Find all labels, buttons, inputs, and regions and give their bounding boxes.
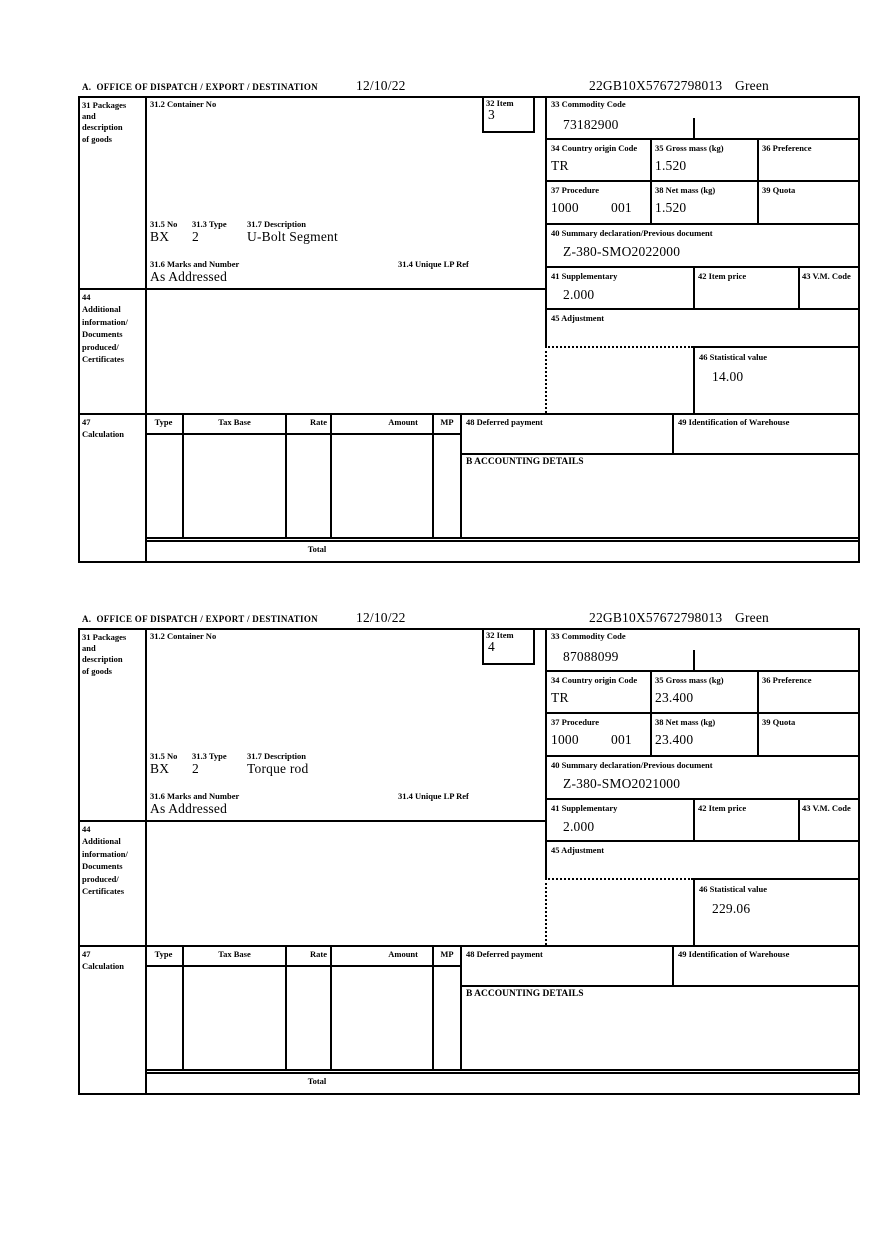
marks-number-label: 31.6 Marks and Number [150, 259, 240, 269]
procedure-label: 37 Procedure [551, 185, 600, 195]
additional-info-label-line: 44 [82, 824, 91, 834]
calc-col-taxbase-header: Tax Base [218, 417, 251, 427]
marks-number-label: 31.6 Marks and Number [150, 791, 240, 801]
calculation-label-line: Calculation [82, 961, 125, 972]
statistical-value: 14.00 [712, 369, 744, 384]
net-mass-value: 1.520 [655, 200, 687, 215]
commodity-code-label: 33 Commodity Code [551, 99, 626, 109]
packages-label-line: of goods [82, 665, 112, 676]
left-column-divider [145, 96, 147, 563]
calc-col-rate-header: Rate [310, 949, 327, 959]
packages-label-line: 31 Packages [82, 100, 127, 110]
procedure-value: 1000 [551, 732, 579, 747]
commodity-code-label: 33 Commodity Code [551, 631, 626, 641]
packages-label-line: of goods [82, 133, 112, 144]
routing-status: Green [735, 610, 769, 625]
deferred-payment-bottom-line [460, 453, 860, 455]
additional-info-label-line: produced/ [82, 341, 119, 352]
supplementary-label: 41 Supplementary [551, 803, 618, 813]
additional-info-label-line: information/ [82, 848, 128, 859]
packages-description-label [82, 100, 126, 145]
package-no-label: 31.5 No [150, 219, 178, 229]
packages-label-line: and [82, 111, 96, 122]
preference-label: 36 Preference [762, 675, 812, 685]
country-origin-label: 34 Country origin Code [551, 143, 638, 153]
net-mass-label: 38 Net mass (kg) [655, 717, 716, 727]
previous-document-value: Z-380-SMO2021000 [563, 776, 681, 791]
additional-info-label-line: Additional [82, 836, 121, 847]
additional-info-label-line: information/ [82, 316, 128, 327]
calc-col-rate-header: Rate [310, 417, 327, 427]
package-code-value: BX [150, 229, 170, 244]
dotted-spare-box [545, 346, 693, 413]
container-no-label: 31.2 Container No [150, 631, 217, 641]
sad-continuation-form [78, 612, 862, 1096]
additional-info-label [82, 291, 128, 365]
supplementary-value: 2.000 [563, 287, 595, 302]
office-of-dispatch-label: A. OFFICE OF DISPATCH / EXPORT / DESTINATION [82, 614, 318, 624]
procedure-code-value: 001 [611, 200, 632, 215]
declaration-date: 12/10/22 [356, 610, 406, 625]
packages-label-line: description [82, 654, 123, 665]
sad-continuation-form [78, 80, 862, 564]
additional-info-label-line: Additional [82, 304, 121, 315]
net-mass-label: 38 Net mass (kg) [655, 185, 716, 195]
left-column-divider [145, 628, 147, 1095]
additional-info-label-line: 44 [82, 292, 91, 302]
packages-label-line: 31 Packages [82, 632, 127, 642]
warehouse-id-label: 49 Identification of Warehouse [678, 949, 790, 959]
additional-info-bottom-line [78, 945, 860, 947]
total-label: Total [307, 544, 327, 554]
quota-label: 39 Quota [762, 185, 796, 195]
gross-mass-label: 35 Gross mass (kg) [655, 143, 724, 153]
calc-col-amount-header: Amount [388, 417, 418, 427]
additional-info-label-line: Documents [82, 861, 123, 872]
gross-mass-label: 35 Gross mass (kg) [655, 675, 724, 685]
office-of-dispatch-label: A. OFFICE OF DISPATCH / EXPORT / DESTINATION [82, 82, 318, 92]
packages-label-line: description [82, 122, 123, 133]
unique-lp-ref-label: 31.4 Unique LP Ref [398, 791, 469, 801]
gross-mass-value: 1.520 [655, 158, 687, 173]
statistical-value-label: 46 Statistical value [699, 884, 767, 894]
supplementary-value: 2.000 [563, 819, 595, 834]
procedure-code-value: 001 [611, 732, 632, 747]
package-code-value: BX [150, 761, 170, 776]
goods-description-value: Torque rod [247, 761, 309, 776]
package-type-label: 31.3 Type [192, 751, 227, 761]
package-count-value: 2 [192, 229, 199, 244]
commodity-code-value: 87088099 [563, 649, 619, 664]
calc-bottom-line [145, 1069, 860, 1071]
accounting-details-label: B ACCOUNTING DETAILS [466, 989, 584, 999]
calculation-label [82, 416, 124, 441]
mrn-number: 22GB10X57672798013 [589, 78, 723, 93]
procedure-value: 1000 [551, 200, 579, 215]
routing-status: Green [735, 78, 769, 93]
calc-col-type-header: Type [154, 417, 173, 427]
calc-col-taxbase-header: Tax Base [218, 949, 251, 959]
deferred-payment-label: 48 Deferred payment [466, 417, 543, 427]
marks-value: As Addressed [150, 801, 228, 816]
calculation-label [82, 948, 124, 973]
calculation-label-line: 47 [82, 949, 91, 959]
additional-info-label-line: Certificates [82, 354, 125, 365]
vm-code-label: 43 V.M. Code [802, 271, 851, 281]
additional-info-label-line: Certificates [82, 886, 125, 897]
description-label: 31.7 Description [247, 751, 307, 761]
calculation-label-line: 47 [82, 417, 91, 427]
statistical-value: 229.06 [712, 901, 751, 916]
country-origin-value: TR [551, 158, 569, 173]
accounting-details-label: B ACCOUNTING DETAILS [466, 457, 584, 467]
package-type-label: 31.3 Type [192, 219, 227, 229]
packages-area-bottom-line [78, 288, 545, 290]
additional-info-label-line: Documents [82, 329, 123, 340]
warehouse-divider [672, 415, 674, 453]
calc-col-amount-header: Amount [388, 949, 418, 959]
packages-label-line: and [82, 643, 96, 654]
item-number-value: 4 [488, 639, 495, 654]
supplementary-label: 41 Supplementary [551, 271, 618, 281]
commodity-code-subdivider [693, 650, 695, 672]
item-price-label: 42 Item price [698, 803, 747, 813]
item-price-label: 42 Item price [698, 271, 747, 281]
net-mass-value: 23.400 [655, 732, 694, 747]
gross-mass-value: 23.400 [655, 690, 694, 705]
commodity-code-subdivider [693, 118, 695, 140]
total-label: Total [307, 1076, 327, 1086]
packages-area-bottom-line [78, 820, 545, 822]
country-origin-label: 34 Country origin Code [551, 675, 638, 685]
item-label: 32 Item [486, 630, 514, 640]
calc-col-type-header: Type [154, 949, 173, 959]
country-origin-value: TR [551, 690, 569, 705]
quota-label: 39 Quota [762, 717, 796, 727]
warehouse-id-label: 49 Identification of Warehouse [678, 417, 790, 427]
additional-info-bottom-line [78, 413, 860, 415]
goods-description-value: U-Bolt Segment [247, 229, 338, 244]
preference-label: 36 Preference [762, 143, 812, 153]
package-no-label: 31.5 No [150, 751, 178, 761]
deferred-payment-label: 48 Deferred payment [466, 949, 543, 959]
item-number-value: 3 [488, 107, 495, 122]
unique-lp-ref-label: 31.4 Unique LP Ref [398, 259, 469, 269]
additional-info-label [82, 823, 128, 897]
vm-code-label: 43 V.M. Code [802, 803, 851, 813]
container-no-label: 31.2 Container No [150, 99, 217, 109]
previous-document-label: 40 Summary declaration/Previous document [551, 760, 713, 770]
calc-header-line [145, 965, 462, 967]
calculation-label-line: Calculation [82, 429, 125, 440]
previous-document-value: Z-380-SMO2022000 [563, 244, 681, 259]
adjustment-label: 45 Adjustment [551, 845, 605, 855]
calc-col-mp-header: MP [440, 949, 454, 959]
declaration-date: 12/10/22 [356, 78, 406, 93]
item-label: 32 Item [486, 98, 514, 108]
calc-col-mp-header: MP [440, 417, 454, 427]
dotted-spare-box [545, 878, 693, 945]
adjustment-label: 45 Adjustment [551, 313, 605, 323]
package-count-value: 2 [192, 761, 199, 776]
additional-info-label-line: produced/ [82, 873, 119, 884]
deferred-payment-bottom-line [460, 985, 860, 987]
commodity-code-value: 73182900 [563, 117, 619, 132]
mrn-number: 22GB10X57672798013 [589, 610, 723, 625]
description-label: 31.7 Description [247, 219, 307, 229]
previous-document-label: 40 Summary declaration/Previous document [551, 228, 713, 238]
warehouse-divider [672, 947, 674, 985]
statistical-value-label: 46 Statistical value [699, 352, 767, 362]
packages-description-label [82, 632, 126, 677]
procedure-label: 37 Procedure [551, 717, 600, 727]
calc-header-line [145, 433, 462, 435]
calc-bottom-line [145, 537, 860, 539]
marks-value: As Addressed [150, 269, 228, 284]
